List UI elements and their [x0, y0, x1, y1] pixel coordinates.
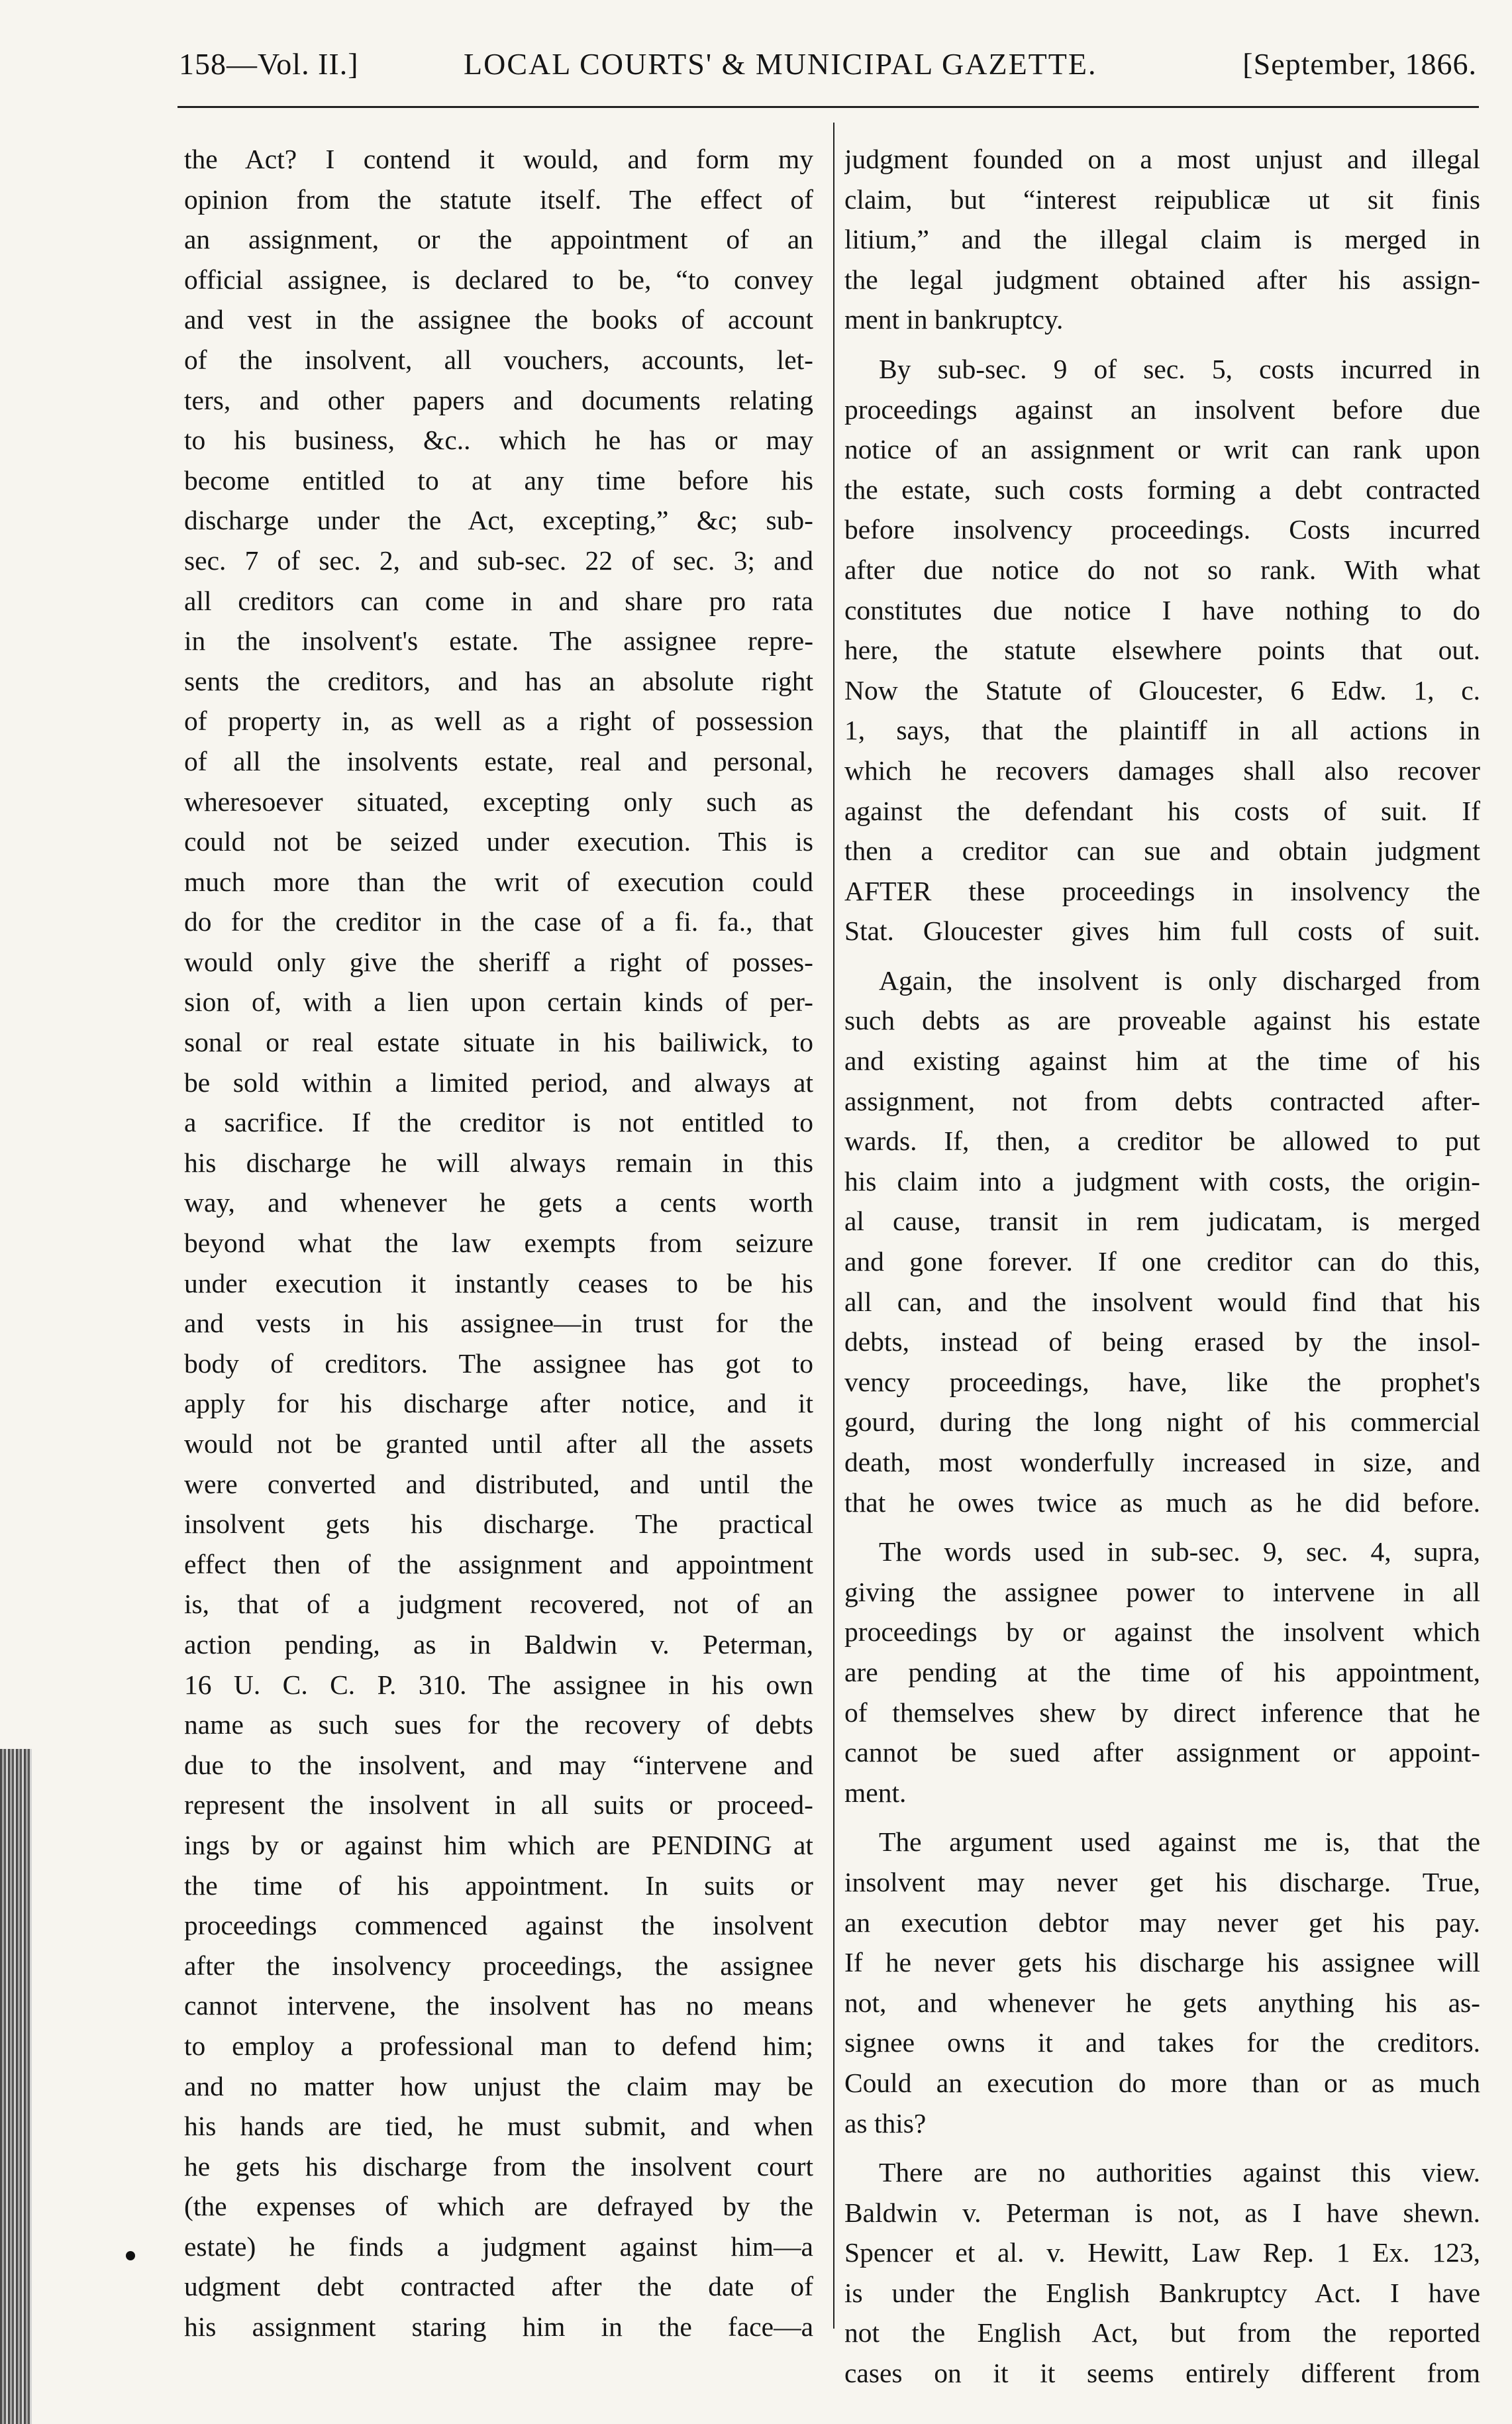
text-line: ment.	[844, 1777, 907, 1808]
text-line: and vest in the assignee the books of account	[184, 304, 813, 335]
text-line: a sacrifice. If the creditor is not entitled to	[184, 1107, 813, 1138]
page-volume: 158—Vol. II.]	[179, 47, 359, 81]
text-line: name as such sues for the recovery of debts	[184, 1709, 813, 1740]
text-line: proceedings commenced against the insolvent	[184, 1910, 813, 1941]
text-line: gourd, during the long night of his commercial	[844, 1406, 1480, 1438]
text-line: an execution debtor may never get his pay.	[844, 1907, 1480, 1938]
text-line: assignment, not from debts contracted after-	[844, 1085, 1480, 1116]
text-line: the Act? I contend it would, and form my	[184, 144, 813, 174]
paragraph	[844, 961, 1480, 1522]
text-line: then a creditor can sue and obtain judgment	[844, 835, 1480, 867]
text-line: insolvent gets his discharge. The practical	[184, 1508, 813, 1540]
text-line: and no matter how unjust the claim may be	[184, 2070, 813, 2101]
text-line: were converted and distributed, and until the	[184, 1468, 813, 1499]
text-line: all creditors can come in and share pro rata	[184, 585, 813, 616]
text-line: is under the English Bankruptcy Act. I have	[844, 2277, 1480, 2308]
text-line: and gone forever. If one creditor can do this,	[844, 1246, 1480, 1277]
text-line: is, that of a judgment recovered, not of an	[184, 1589, 813, 1620]
text-line: Now the Statute of Gloucester, 6 Edw. 1, c.	[844, 674, 1480, 706]
paragraph-gap	[844, 951, 1480, 961]
text-line: signee owns it and takes for the creditors.	[844, 2027, 1480, 2058]
text-line: not the English Act, but from the reported	[844, 2317, 1480, 2348]
text-line: proceedings by or against the insolvent which	[844, 1616, 1480, 1648]
paragraph-gap	[844, 340, 1480, 349]
text-line: after due notice do not so rank. With what	[844, 554, 1480, 585]
text-line: cases on it it seems entirely different from	[844, 2358, 1480, 2389]
text-line: the estate, such costs forming a debt contracted	[844, 474, 1480, 505]
paragraph	[844, 2152, 1480, 2394]
paragraph-gap	[844, 2143, 1480, 2152]
text-line: are pending at the time of his appointment,	[844, 1656, 1480, 1687]
text-line: AFTER these proceedings in insolvency the	[844, 875, 1480, 906]
text-line: here, the statute elsewhere points that out.	[844, 635, 1480, 666]
text-line: which he recovers damages shall also recover	[844, 755, 1480, 786]
text-line: and existing against him at the time of his	[844, 1045, 1480, 1077]
text-line: If he never gets his discharge his assignee will	[844, 1947, 1480, 1978]
text-line: The words used in sub-sec. 9, sec. 4, supra,	[879, 1536, 1480, 1567]
ink-spot	[126, 2251, 135, 2260]
text-line: Again, the insolvent is only discharged from	[879, 965, 1480, 996]
text-line: wheresoever situated, excepting only such as	[184, 786, 813, 817]
text-line: would not be granted until after all the assets	[184, 1428, 813, 1459]
text-line: notice of an assignment or writ can rank upon	[844, 434, 1480, 465]
text-line: Could an execution do more than or as much	[844, 2067, 1480, 2098]
paragraph	[844, 349, 1480, 951]
text-line: al cause, transit in rem judicatam, is merged	[844, 1206, 1480, 1237]
text-line: due to the insolvent, and may “intervene and	[184, 1749, 813, 1780]
text-line: the legal judgment obtained after his assign-	[844, 264, 1480, 295]
text-line: be sold within a limited period, and always at	[184, 1067, 813, 1098]
header-rule	[177, 106, 1479, 108]
text-line: of the insolvent, all vouchers, accounts, let-	[184, 344, 813, 375]
text-line: beyond what the law exempts from seizure	[184, 1228, 813, 1259]
scan-edge-artifact	[0, 1749, 32, 2424]
text-line: Spencer et al. v. Hewitt, Law Rep. 1 Ex. 123,	[844, 2237, 1480, 2268]
text-line: to employ a professional man to defend him;	[184, 2030, 813, 2061]
text-line: to his business, &c.. which he has or may	[184, 425, 813, 456]
text-line: do for the creditor in the case of a fi. fa., that	[184, 906, 813, 937]
paragraph-gap	[844, 1522, 1480, 1532]
text-line: There are no authorities against this view.	[879, 2157, 1480, 2188]
text-line: The argument used against me is, that the	[879, 1826, 1480, 1858]
text-line: under execution it instantly ceases to be his	[184, 1267, 813, 1298]
text-line: in the insolvent's estate. The assignee repre-	[184, 625, 813, 657]
text-line: sec. 7 of sec. 2, and sub-sec. 22 of sec. 3; and	[184, 545, 813, 576]
text-line: (the expenses of which are defrayed by the	[184, 2191, 813, 2222]
paragraph	[844, 1822, 1480, 2143]
publication-title: LOCAL COURTS' & MUNICIPAL GAZETTE.	[464, 47, 1097, 81]
text-line: judgment founded on a most unjust and illegal	[844, 144, 1480, 174]
paragraph	[844, 139, 1480, 340]
text-line: constitutes due notice I have nothing to do	[844, 594, 1480, 625]
text-line: an assignment, or the appointment of an	[184, 224, 813, 255]
text-line: sion of, with a lien upon certain kinds of per-	[184, 986, 813, 1018]
text-line: action pending, as in Baldwin v. Peterman,	[184, 1628, 813, 1660]
right-column	[844, 139, 1480, 2394]
text-line: 16 U. C. C. P. 310. The assignee in his own	[184, 1669, 813, 1700]
text-line: would only give the sheriff a right of posses-	[184, 946, 813, 977]
text-line: effect then of the assignment and appointment	[184, 1548, 813, 1579]
text-line: official assignee, is declared to be, “to convey	[184, 264, 813, 295]
paragraph	[844, 1532, 1480, 1813]
text-line: way, and whenever he gets a cents worth	[184, 1187, 813, 1218]
text-line: udgment debt contracted after the date of	[184, 2271, 813, 2302]
text-line: claim, but “interest reipublicæ ut sit finis	[844, 184, 1480, 215]
text-line: of all the insolvents estate, real and personal,	[184, 745, 813, 776]
text-line: death, most wonderfully increased in size, and	[844, 1447, 1480, 1477]
paragraph-gap	[844, 1813, 1480, 1822]
text-line: could not be seized under execution. This is	[184, 826, 813, 857]
text-line: the time of his appointment. In suits or	[184, 1870, 813, 1901]
text-line: By sub-sec. 9 of sec. 5, costs incurred in	[879, 353, 1480, 384]
text-line: after the insolvency proceedings, the assignee	[184, 1950, 813, 1981]
text-line: body of creditors. The assignee has got to	[184, 1347, 813, 1379]
text-line: such debts as are proveable against his estate	[844, 1005, 1480, 1036]
left-column	[184, 139, 813, 2347]
text-line: become entitled to at any time before his	[184, 464, 813, 496]
text-line: sonal or real estate situate in his bailiwick, to	[184, 1027, 813, 1058]
column-divider	[833, 123, 834, 2329]
text-line: discharge under the Act, excepting,” &c; sub-	[184, 505, 813, 536]
issue-date: [September, 1866.	[1242, 47, 1477, 81]
text-line: estate) he finds a judgment against him—a	[184, 2231, 813, 2262]
text-line: ings by or against him which are PENDING at	[184, 1829, 813, 1860]
running-header	[179, 46, 1477, 93]
text-line: Baldwin v. Peterman is not, as I have shewn.	[844, 2197, 1480, 2228]
text-line: apply for his discharge after notice, and it	[184, 1388, 813, 1419]
text-line: litium,” and the illegal claim is merged in	[844, 224, 1480, 255]
text-line: and vests in his assignee—in trust for the	[184, 1308, 813, 1339]
text-line: against the defendant his costs of suit. If	[844, 795, 1480, 826]
text-line: his hands are tied, he must submit, and when	[184, 2111, 813, 2142]
text-line: ters, and other papers and documents relating	[184, 384, 813, 415]
text-line: cannot intervene, the insolvent has no means	[184, 1990, 813, 2021]
text-line: as this?	[844, 2107, 927, 2138]
text-line: wards. If, then, a creditor be allowed to put	[844, 1126, 1480, 1157]
text-line: sents the creditors, and has an absolute right	[184, 665, 813, 696]
text-line: 1, says, that the plaintiff in all actions in	[844, 715, 1480, 746]
text-line: opinion from the statute itself. The effect of	[184, 184, 813, 215]
text-line: all can, and the insolvent would find that his	[844, 1286, 1480, 1317]
text-line: not, and whenever he gets anything his as-	[844, 1987, 1480, 2018]
text-line: vency proceedings, have, like the prophet's	[844, 1366, 1480, 1397]
text-line: giving the assignee power to intervene in all	[844, 1576, 1480, 1607]
text-line: much more than the writ of execution could	[184, 866, 813, 897]
text-line: that he owes twice as much as he did before.	[844, 1487, 1480, 1518]
text-line: of property in, as well as a right of possession	[184, 706, 813, 737]
text-line: his discharge he will always remain in this	[184, 1147, 813, 1178]
text-line: cannot be sued after assignment or appoint-	[844, 1737, 1480, 1768]
text-line: his assignment staring him in the face—a	[184, 2311, 813, 2343]
text-line: represent the insolvent in all suits or proceed-	[184, 1789, 813, 1820]
text-line: proceedings against an insolvent before due	[844, 394, 1480, 425]
text-line: his claim into a judgment with costs, the origin-	[844, 1165, 1480, 1196]
text-line: debts, instead of being erased by the insol-	[844, 1326, 1480, 1357]
text-line: of themselves shew by direct inference that he	[844, 1697, 1480, 1728]
text-line: insolvent may never get his discharge. True,	[844, 1866, 1480, 1897]
text-line: before insolvency proceedings. Costs incurred	[844, 514, 1480, 545]
text-line: he gets his discharge from the insolvent court	[184, 2150, 813, 2182]
text-line: Stat. Gloucester gives him full costs of suit.	[844, 916, 1480, 947]
text-line: ment in bankruptcy.	[844, 304, 1064, 335]
